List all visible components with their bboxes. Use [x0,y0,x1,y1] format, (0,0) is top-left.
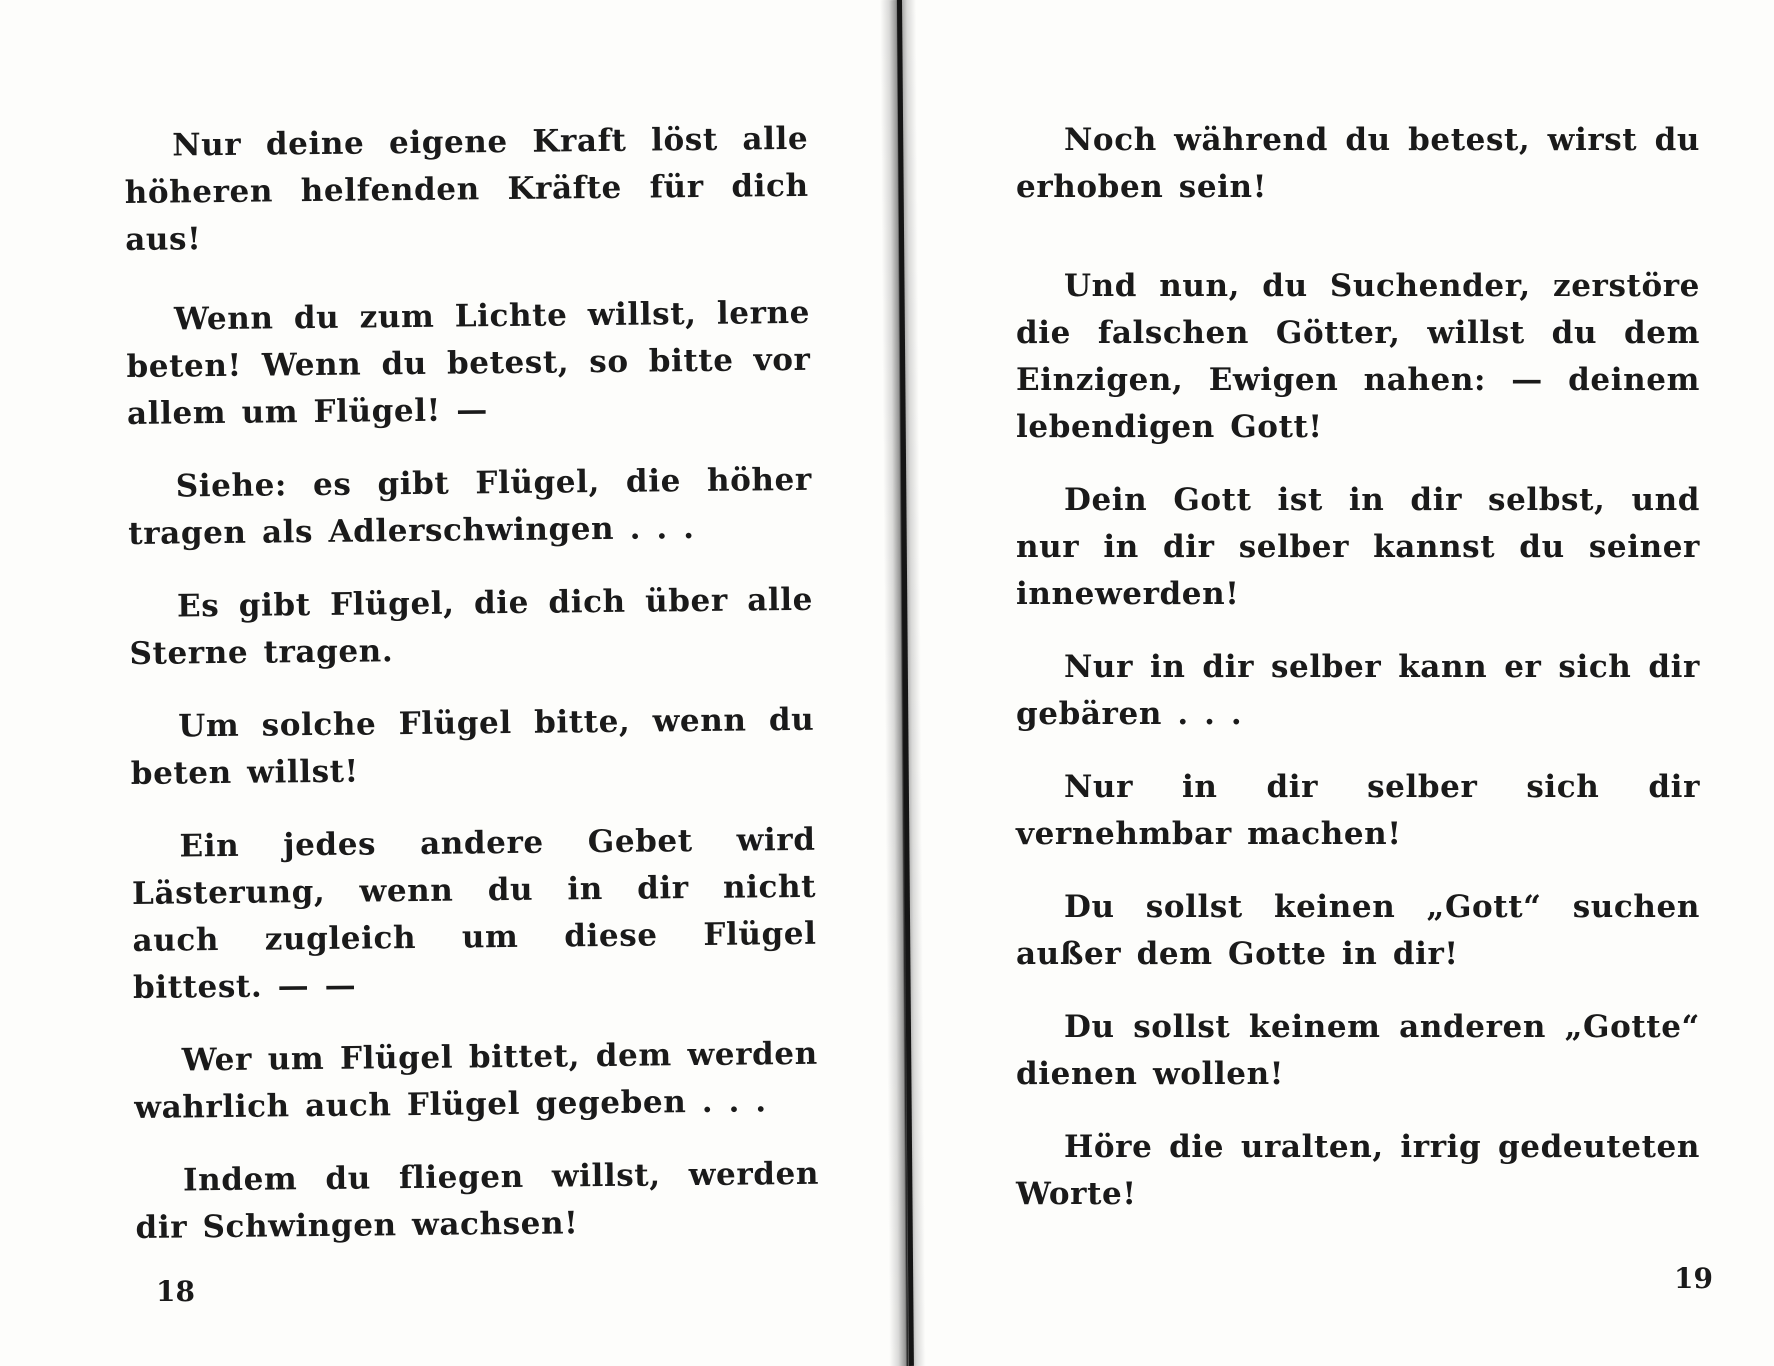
page-number: 19 [1674,1262,1713,1295]
paragraph: Ein jedes andere Gebet wird Lästerung, wenn du in dir nicht auch zugleich um diese Flügel bittest. — — [131,821,817,1006]
right-page [912,0,1774,1366]
paragraph: Indem du fliegen willst, werden dir Schwingen wachsen! [135,1155,820,1246]
page-number: 18 [156,1275,195,1308]
paragraph: Dein Gott ist in dir selbst, und nur in dir selber kannst du seiner innewerden! [1016,482,1700,612]
paragraph: Nur in dir selber sich dir vernehmbar machen! [1016,769,1700,852]
paragraph: Nur in dir selber kann er sich dir gebären . . . [1016,649,1700,732]
paragraph: Siehe: es gibt Flügel, die höher tragen als Adlerschwingen . . . [128,461,812,552]
paragraph: Wenn du zum Lichte willst, lerne beten! Wenn du betest, so bitte vor allem um Flügel! — [126,294,811,432]
left-page-text [124,116,820,1252]
paragraph: Es gibt Flügel, die dich über alle Sterne tragen. [129,581,814,672]
paragraph: Wer um Flügel bittet, dem werden wahrlich auch Flügel gegeben . . . [134,1035,818,1126]
paragraph: Nur deine eigene Kraft löst alle höheren helfenden Kräfte für dich aus! [124,120,809,258]
paragraph: Du sollst keinem anderen „Gotte“ dienen wollen! [1016,1009,1700,1092]
paragraph: Um solche Flügel bitte, wenn du beten willst! [130,701,815,792]
paragraph: Und nun, du Suchender, zerstöre die falschen Götter, willst du dem Einzigen, Ewigen nahen: — deinem lebendigen Gott! [1016,268,1700,445]
paragraph: Höre die uralten, irrig gedeuteten Worte! [1016,1129,1700,1212]
paragraph: Noch während du betest, wirst du erhoben sein! [1016,122,1700,205]
paragraph: Du sollst keinen „Gott“ suchen außer dem Gotte in dir! [1016,889,1700,972]
right-page-text [1016,117,1700,1218]
